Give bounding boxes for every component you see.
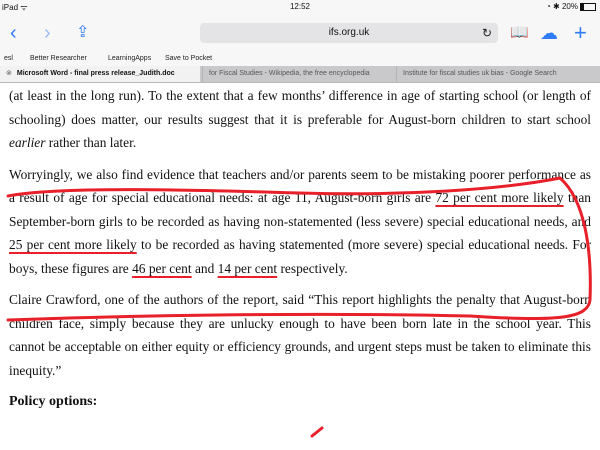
url-text: ifs.org.uk (328, 27, 370, 38)
bookmarks-bar (0, 52, 600, 66)
cloud-icon[interactable]: ☁ (540, 23, 558, 43)
forward-icon[interactable]: › (44, 22, 51, 44)
tab-google-search[interactable]: Institute for fiscal studies uk bias - Google Search (396, 66, 600, 82)
bookmark-item[interactable]: Save to Pocket (165, 55, 213, 62)
tab-wikipedia[interactable]: for Fiscal Studies - Wikipedia, the free encyclopedia (202, 66, 395, 82)
tab-word-doc[interactable]: ⊗ Microsoft Word - final press release_Judith.doc (0, 66, 200, 82)
battery-indicator: ◔ ✱ 20% (546, 2, 596, 11)
paragraph-2: Worryingly, we also find evidence that teachers and/or parents seem to be mistaking poorer performance as a result of age for special educational needs: at age 11, August-born girls are 72 per cent more likely than September-born girls to be recorded as having non-statemented (less severe) special educational needs, and 25 per cent more likely to be recorded as having statemented (more severe) special educational needs. For boys, these figures are 46 per cent and 14 per cent respectively. (9, 166, 592, 276)
paragraph-3: Claire Crawford, one of the authors of the report, said “This report highlights the penalty that August-born children face, simply because they are unlucky enough to have been born late in the school year. This cannot be acceptable on either equity or efficiency grounds, and urgent steps must be taken to eliminate this inequity.” (9, 292, 591, 378)
emphasis-earlier: earlier (9, 135, 46, 150)
highlight-25-percent: 25 per cent more likely (9, 237, 137, 252)
bookmark-item[interactable]: esl (4, 55, 13, 62)
policy-heading: Policy options: (9, 394, 98, 409)
annotation-tick (312, 428, 322, 436)
status-bar (0, 0, 600, 14)
add-tab-icon[interactable]: + (574, 20, 587, 45)
document-body (9, 84, 591, 414)
highlight-46-percent: 46 per cent (132, 260, 192, 276)
bookmark-item[interactable]: Better Researcher (30, 55, 87, 62)
close-tab-icon[interactable]: ⊗ (6, 70, 12, 77)
back-icon[interactable]: ‹ (10, 22, 17, 44)
highlight-72-percent: 72 per cent more likely (435, 190, 564, 205)
tab-bar (0, 66, 600, 83)
address-bar[interactable] (200, 23, 498, 43)
paragraph-1: (at least in the long run). To the extent that a few months’ difference in age of starting school (or length of schooling) does matter, our results suggest that it is preferable for August-born children to start school earlier rather than later. (9, 88, 591, 150)
bookmarks-icon[interactable]: 📖 (510, 24, 529, 41)
bookmark-item[interactable]: LearningApps (108, 55, 152, 62)
browser-toolbar (0, 14, 600, 52)
highlight-14-percent: 14 per cent (217, 260, 278, 276)
device-label: iPad ᯤ (2, 3, 28, 12)
clock: 12:52 (289, 2, 311, 11)
battery-icon (580, 3, 596, 11)
share-icon[interactable]: ⇪ (76, 24, 90, 41)
reload-icon[interactable]: ↻ (481, 26, 492, 40)
